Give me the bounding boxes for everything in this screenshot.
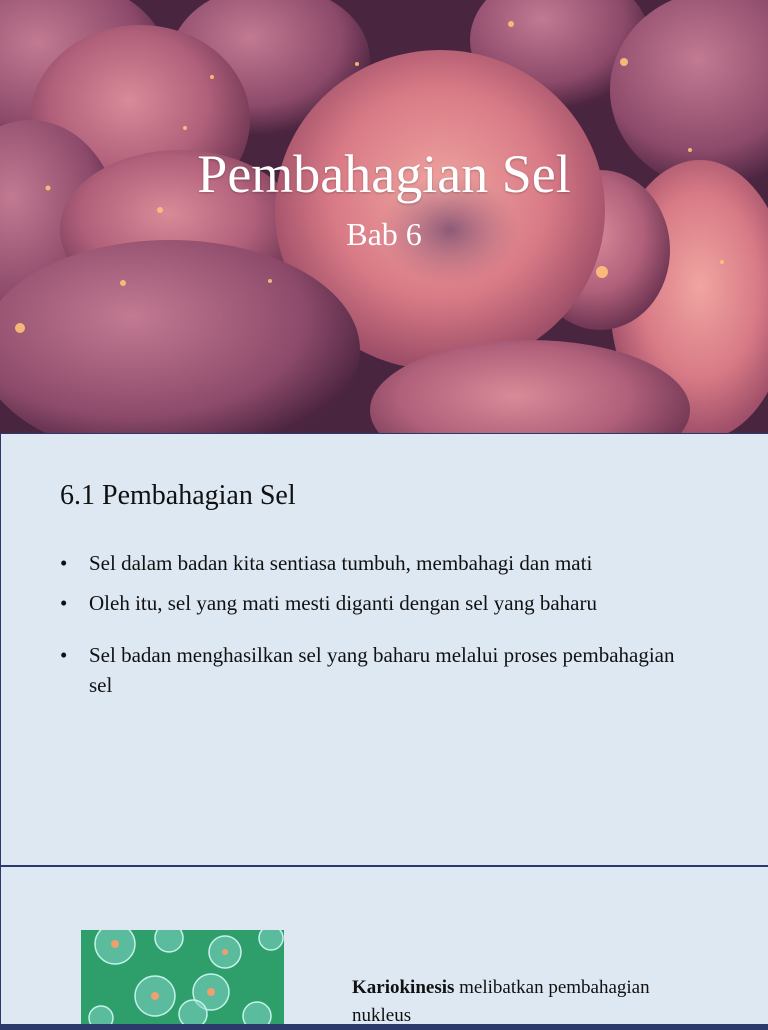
bullet-icon: • xyxy=(60,591,68,615)
bullet-text: Sel dalam badan kita sentiasa tumbuh, membahagi dan mati xyxy=(89,551,593,575)
bullet-text: Oleh itu, sel yang mati mesti diganti dengan sel yang baharu xyxy=(89,591,597,615)
bullet-text: Sel badan menghasilkan sel yang baharu melalui proses pembahagian sel xyxy=(89,643,675,697)
slide-title: Pembahagian Sel xyxy=(197,144,571,204)
bullet-icon: • xyxy=(60,551,68,575)
caption-term: Kariokinesis xyxy=(352,977,455,998)
bullet-list xyxy=(60,548,700,700)
slide-caption xyxy=(352,974,652,1030)
bullet-item xyxy=(60,640,700,700)
bullet-item xyxy=(60,548,700,578)
slide-subtitle: Bab 6 xyxy=(346,216,422,252)
bullet-icon: • xyxy=(60,643,68,667)
bullet-item xyxy=(60,588,700,618)
cells-green-illustration xyxy=(81,930,284,1024)
section-heading: 6.1 Pembahagian Sel xyxy=(60,480,296,511)
cell-division-image xyxy=(81,930,284,1024)
caption-text: melibatkan pembahagian nukleus xyxy=(352,977,650,1026)
title-slide xyxy=(0,0,768,433)
